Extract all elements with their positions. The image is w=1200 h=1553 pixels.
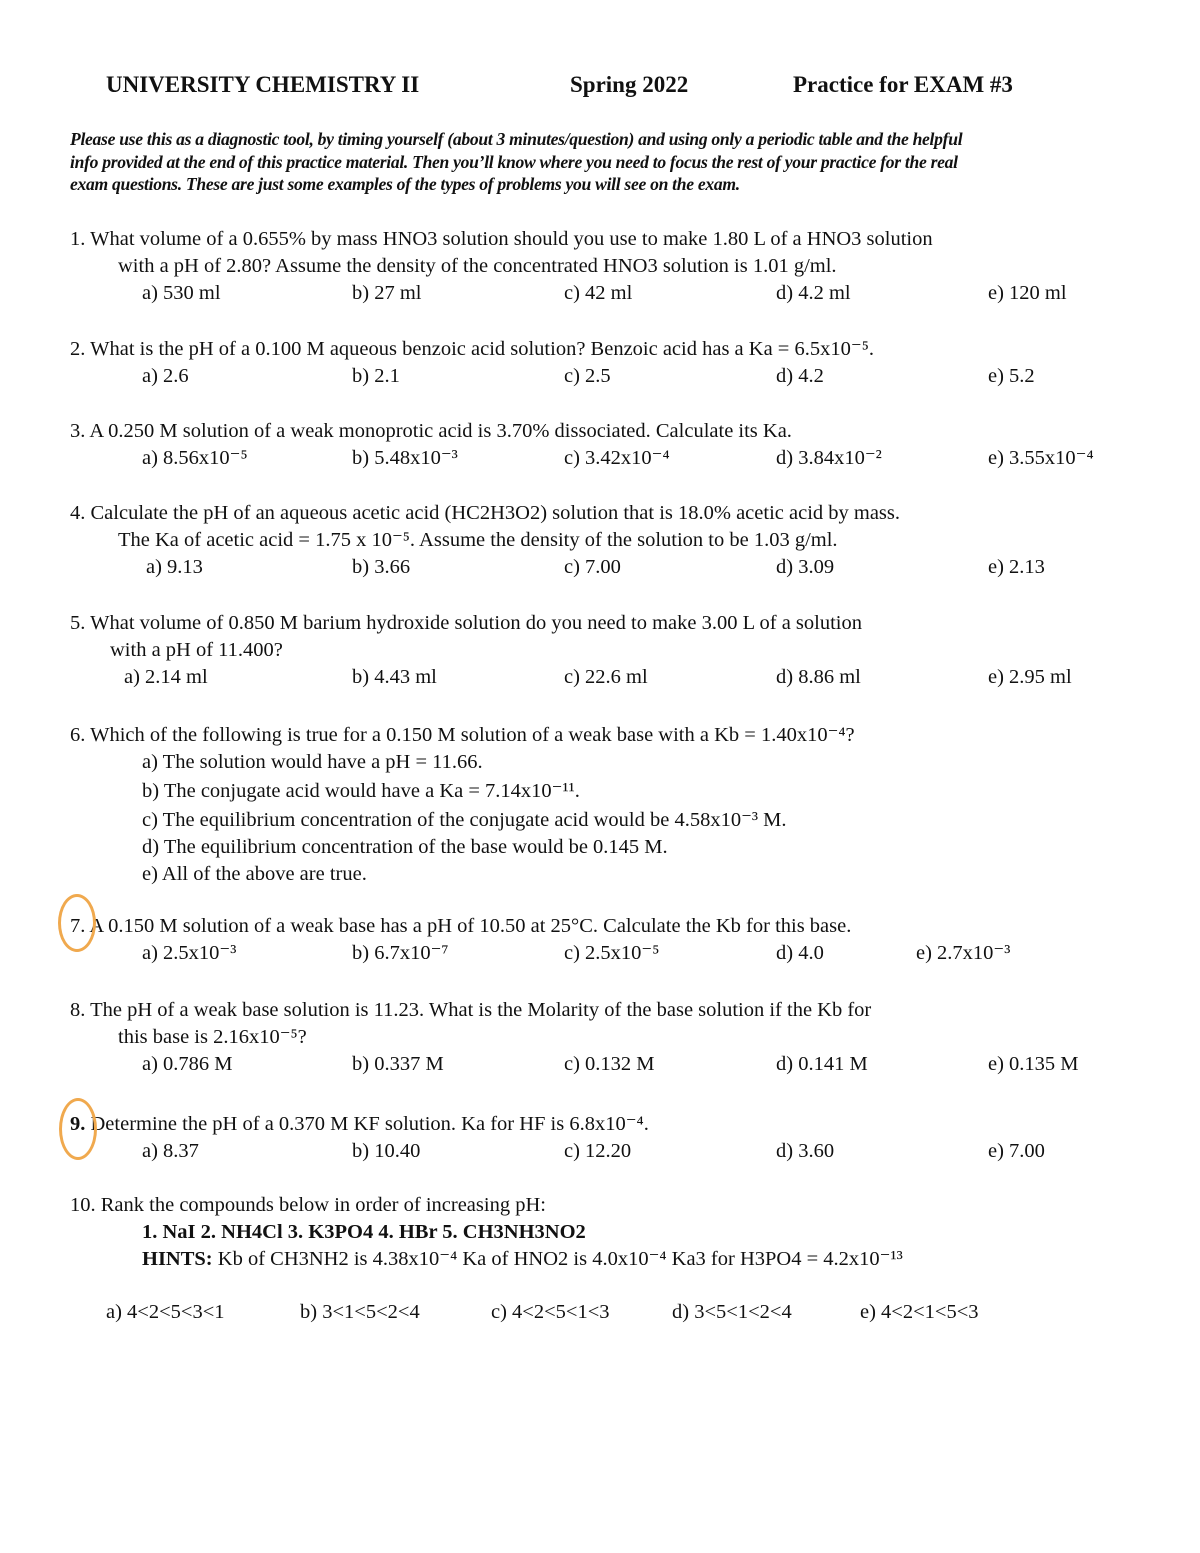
answer-options <box>70 1138 1045 1165</box>
option-d[interactable]: d) 3<5<1<2<4 <box>672 1301 792 1323</box>
option-a[interactable]: a) 2.6 <box>142 365 189 387</box>
option-d[interactable]: d) 8.86 ml <box>776 666 861 688</box>
question-4 <box>70 500 1045 581</box>
option-b[interactable]: b) 6.7x10⁻⁷ <box>352 942 449 964</box>
option-a[interactable]: a) 0.786 M <box>142 1053 233 1075</box>
option-e[interactable]: e) 120 ml <box>988 282 1067 304</box>
option-c[interactable]: c) 3.42x10⁻⁴ <box>564 447 670 469</box>
option-c[interactable]: c) 22.6 ml <box>564 666 648 688</box>
option-b[interactable]: b) 5.48x10⁻³ <box>352 447 458 469</box>
hints-line <box>70 1246 903 1273</box>
answer-options <box>70 664 1072 691</box>
question-text: 1. What volume of a 0.655% by mass HNO3 solution should you use to make 1.80 L of a HNO3 solution <box>70 228 933 250</box>
course-title: UNIVERSITY CHEMISTRY II <box>106 72 420 97</box>
option-b[interactable]: b) 2.1 <box>352 365 400 387</box>
option-e[interactable]: e) 2.95 ml <box>988 666 1072 688</box>
question-text: this base is 2.16x10⁻⁵? <box>118 1026 307 1048</box>
circle-mark-icon <box>58 894 96 952</box>
question-text: 2. What is the pH of a 0.100 M aqueous benzoic acid solution? Benzoic acid has a Ka = 6.5x10⁻⁵. <box>70 338 874 360</box>
option-d[interactable]: d) 4.0 <box>776 942 824 964</box>
option-d[interactable]: d) 0.141 M <box>776 1053 868 1075</box>
option-b[interactable]: b) 3.66 <box>352 556 411 578</box>
option-d[interactable]: d) 3.60 <box>776 1140 835 1162</box>
question-text: 10. Rank the compounds below in order of increasing pH: <box>70 1194 546 1216</box>
choice-d[interactable]: d) The equilibrium concentration of the base would be 0.145 M. <box>142 836 668 858</box>
instructions-line: Please use this as a diagnostic tool, by timing yourself (about 3 minutes/question) and using only a periodic table and the helpful <box>70 129 963 149</box>
question-2 <box>70 336 1035 390</box>
question-1 <box>70 226 1067 307</box>
option-b[interactable]: b) 3<1<5<2<4 <box>300 1301 420 1323</box>
question-text: 6. Which of the following is true for a 0.150 M solution of a weak base with a Kb = 1.40x10⁻⁴? <box>70 724 855 746</box>
option-d[interactable]: d) 4.2 <box>776 365 824 387</box>
option-a[interactable]: a) 8.56x10⁻⁵ <box>142 447 248 469</box>
instructions-line: exam questions. These are just some examples of the types of problems you will see on the exam. <box>70 174 740 194</box>
hints-label: HINTS: <box>142 1248 213 1270</box>
exam-header <box>0 72 1200 106</box>
option-b[interactable]: b) 0.337 M <box>352 1053 444 1075</box>
question-6 <box>70 722 855 888</box>
question-text: with a pH of 2.80? Assume the density of the concentrated HNO3 solution is 1.01 g/ml. <box>118 255 837 277</box>
option-a[interactable]: a) 2.14 ml <box>124 666 208 688</box>
option-d[interactable]: d) 3.84x10⁻² <box>776 447 882 469</box>
question-body: A 0.150 M solution of a weak base has a pH of 10.50 at 25°C. Calculate the Kb for this base. <box>85 915 852 937</box>
option-a[interactable]: a) 8.37 <box>142 1140 199 1162</box>
option-e[interactable]: e) 7.00 <box>988 1140 1045 1162</box>
answer-options <box>70 445 1094 472</box>
compound-list: 1. NaI 2. NH4Cl 3. K3PO4 4. HBr 5. CH3NH3NO2 <box>142 1221 586 1243</box>
option-c[interactable]: c) 0.132 M <box>564 1053 655 1075</box>
hints-text: Kb of CH3NH2 is 4.38x10⁻⁴ Ka of HNO2 is 4.0x10⁻⁴ Ka3 for H3PO4 = 4.2x10⁻¹³ <box>212 1248 903 1270</box>
answer-options <box>70 940 1011 967</box>
instructions <box>70 128 1130 196</box>
instructions-line: info provided at the end of this practice material. Then you’ll know where you need to focus the rest of your practice for the real <box>70 151 958 172</box>
option-c[interactable]: c) 7.00 <box>564 556 621 578</box>
question-text: with a pH of 11.400? <box>110 639 283 661</box>
question-7 <box>70 913 1011 967</box>
option-c[interactable]: c) 12.20 <box>564 1140 632 1162</box>
question-5 <box>70 610 1072 691</box>
circle-mark-icon <box>59 1098 97 1160</box>
question-9 <box>70 1111 1045 1165</box>
option-c[interactable]: c) 2.5 <box>564 365 611 387</box>
question-10 <box>70 1192 979 1326</box>
option-d[interactable]: d) 4.2 ml <box>776 282 851 304</box>
choice-c[interactable]: c) The equilibrium concentration of the conjugate acid would be 4.58x10⁻³ M. <box>142 809 787 831</box>
option-c[interactable]: c) 4<2<5<1<3 <box>491 1301 610 1323</box>
question-number: 9. <box>70 1113 86 1135</box>
option-e[interactable]: e) 2.7x10⁻³ <box>916 942 1011 964</box>
option-e[interactable]: e) 4<2<1<5<3 <box>860 1301 979 1323</box>
question-body: Determine the pH of a 0.370 M KF solution. Ka for HF is 6.8x10⁻⁴. <box>85 1113 649 1135</box>
question-number: 7. <box>70 915 86 937</box>
option-e[interactable]: e) 5.2 <box>988 365 1035 387</box>
exam-label: Practice for EXAM #3 <box>793 72 1013 97</box>
question-text: 8. The pH of a weak base solution is 11.23. What is the Molarity of the base solution if the Kb for <box>70 999 872 1021</box>
option-b[interactable]: b) 27 ml <box>352 282 422 304</box>
answer-options <box>70 1299 979 1326</box>
answer-options <box>70 280 1067 307</box>
question-text <box>70 1111 649 1138</box>
question-text: 5. What volume of 0.850 M barium hydroxide solution do you need to make 3.00 L of a solution <box>70 612 862 634</box>
option-a[interactable]: a) 2.5x10⁻³ <box>142 942 237 964</box>
question-8 <box>70 997 1079 1078</box>
question-text: 4. Calculate the pH of an aqueous acetic acid (HC2H3O2) solution that is 18.0% acetic acid by mass. <box>70 502 901 524</box>
term-label: Spring 2022 <box>570 72 689 97</box>
choice-a[interactable]: a) The solution would have a pH = 11.66. <box>142 751 483 773</box>
option-c[interactable]: c) 42 ml <box>564 282 633 304</box>
choice-b[interactable]: b) The conjugate acid would have a Ka = 7.14x10⁻¹¹. <box>142 780 580 802</box>
option-b[interactable]: b) 4.43 ml <box>352 666 437 688</box>
question-3 <box>70 418 1094 472</box>
answer-options <box>70 363 1035 390</box>
option-a[interactable]: a) 9.13 <box>146 556 203 578</box>
option-a[interactable]: a) 530 ml <box>142 282 221 304</box>
question-text <box>70 913 851 940</box>
question-text: The Ka of acetic acid = 1.75 x 10⁻⁵. Assume the density of the solution to be 1.03 g/ml. <box>118 529 838 551</box>
option-e[interactable]: e) 2.13 <box>988 556 1045 578</box>
answer-options <box>70 554 1045 581</box>
option-c[interactable]: c) 2.5x10⁻⁵ <box>564 942 660 964</box>
option-e[interactable]: e) 3.55x10⁻⁴ <box>988 447 1094 469</box>
choice-e[interactable]: e) All of the above are true. <box>142 863 367 885</box>
answer-options <box>70 1051 1079 1078</box>
option-e[interactable]: e) 0.135 M <box>988 1053 1079 1075</box>
question-text: 3. A 0.250 M solution of a weak monoprotic acid is 3.70% dissociated. Calculate its Ka. <box>70 420 792 442</box>
option-d[interactable]: d) 3.09 <box>776 556 835 578</box>
option-a[interactable]: a) 4<2<5<3<1 <box>106 1301 225 1323</box>
option-b[interactable]: b) 10.40 <box>352 1140 421 1162</box>
